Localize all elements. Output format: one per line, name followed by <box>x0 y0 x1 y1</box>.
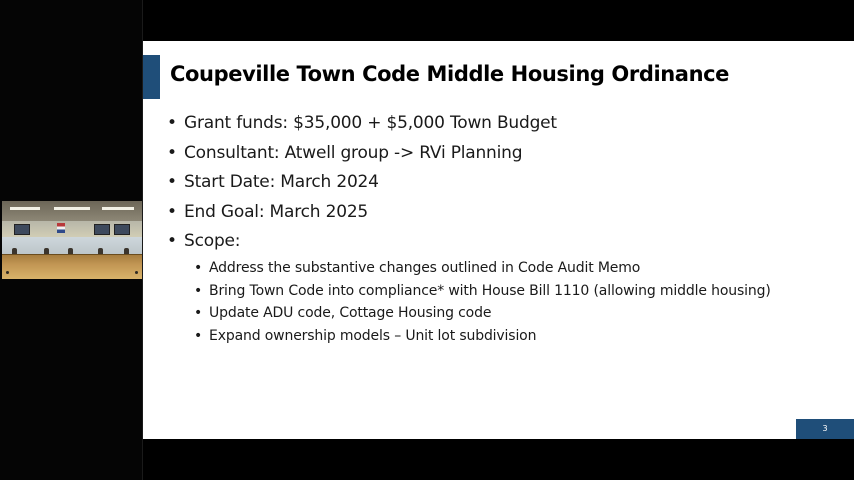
presentation-slide <box>143 41 854 439</box>
bullet-icon: • <box>194 260 203 276</box>
dais-edge <box>2 254 142 255</box>
sub-bullet-list <box>193 260 771 351</box>
bullet-icon: • <box>194 305 203 322</box>
bullet-icon: • <box>194 328 203 345</box>
sub-bullet-item <box>193 305 771 328</box>
participant-panel <box>0 0 143 480</box>
sub-bullet-item <box>193 283 771 306</box>
bullet-icon: • <box>167 231 177 251</box>
ceiling-light <box>102 207 134 210</box>
sub-bullet-text: Address the substantive changes outlined in Code Audit Memo <box>209 260 641 276</box>
bullet-item <box>165 113 557 143</box>
bullet-text: Scope: <box>184 231 241 251</box>
ceiling-light <box>10 207 40 210</box>
bullet-item <box>165 172 557 202</box>
wall-monitor <box>94 224 110 235</box>
slide-page-number: 3 <box>796 419 854 439</box>
bullet-text: End Goal: March 2025 <box>184 201 369 222</box>
bullet-icon: • <box>167 201 177 222</box>
bullet-list <box>165 113 557 261</box>
nameplate <box>135 271 138 274</box>
bullet-icon: • <box>167 142 177 163</box>
nameplate <box>6 271 9 274</box>
bullet-icon: • <box>167 172 177 192</box>
room-ceiling <box>2 201 142 221</box>
sub-bullet-text: Bring Town Code into compliance* with House Bill 1110 (allowing middle housing) <box>209 282 771 299</box>
bullet-item <box>165 231 557 261</box>
bullet-text: Consultant: Atwell group -> RVi Planning <box>184 142 523 163</box>
bullet-item <box>165 202 557 232</box>
wall-monitor <box>114 224 130 235</box>
slide-title: Coupeville Town Code Middle Housing Ordinance <box>170 62 730 86</box>
council-dais <box>2 254 142 279</box>
title-accent-bar <box>143 55 160 99</box>
wall-monitor <box>14 224 30 235</box>
bullet-icon: • <box>167 113 177 133</box>
bullet-text: Grant funds: $35,000 + $5,000 Town Budget <box>184 113 557 133</box>
sub-bullet-text: Expand ownership models – Unit lot subdivision <box>209 328 537 345</box>
bullet-icon: • <box>194 282 203 299</box>
participant-video-thumbnail[interactable] <box>2 201 142 279</box>
sub-bullet-item <box>193 328 771 351</box>
bullet-text: Start Date: March 2024 <box>184 172 379 192</box>
bullet-item <box>165 143 557 173</box>
flag-icon <box>57 223 65 233</box>
sub-bullet-text: Update ADU code, Cottage Housing code <box>209 305 492 322</box>
sub-bullet-item <box>193 260 771 283</box>
ceiling-light <box>54 207 90 210</box>
